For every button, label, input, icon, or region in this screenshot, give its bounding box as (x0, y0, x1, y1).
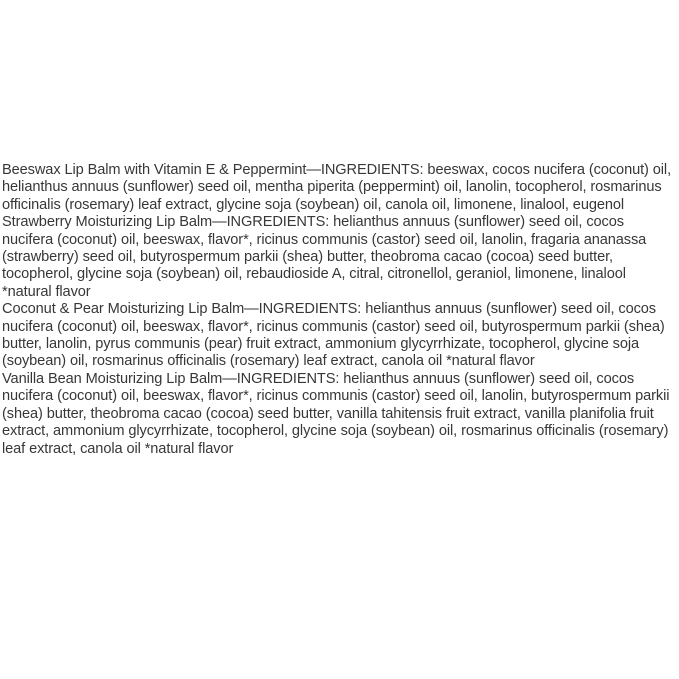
product-paragraph-vanilla-bean (2, 371, 677, 458)
product-paragraph-beeswax-peppermint (2, 162, 677, 214)
ingredients-list: helianthus annuus (sunflower) seed oil, cocos nucifera (coconut) oil, beeswax, flavor*, ricinus communis (castor) seed oil, lanolin, fragaria ananassa (strawberry) seed oil, butyrospermum parkii (shea) butter, theobroma cacao (cocoa) seed butter, tocopherol, glycine soja (soybean) oil, rebaudioside A, citral, citronellol, geraniol, limonene, linalool *natural flavor (2, 214, 651, 300)
ingredients-label: —INGREDIENTS: (212, 214, 334, 231)
product-name: Strawberry Moisturizing Lip Balm (2, 214, 213, 231)
product-name: Coconut & Pear Moisturizing Lip Balm (2, 301, 245, 318)
ingredients-list: helianthus annuus (sunflower) seed oil, cocos nucifera (coconut) oil, beeswax, flavor*, ricinus communis (castor) seed oil, butyrospermum parkii (shea) butter, lanolin, pyrus communis (pear) fruit extract, ammonium glycyrrhizate, tocopherol, glycine soja (soybean) oil, rosmarinus officinalis (rosemary) leaf extract, canola oil *natural flavor (2, 301, 669, 370)
product-paragraph-coconut-pear (2, 301, 677, 371)
product-name: Beeswax Lip Balm with Vitamin E & Peppermint (2, 162, 307, 178)
product-name: Vanilla Bean Moisturizing Lip Balm (2, 370, 223, 387)
ingredients-list: beeswax, cocos nucifera (coconut) oil, helianthus annuus (sunflower) seed oil, mentha piperita (peppermint) oil, lanolin, tocopherol, rosmarinus officinalis (rosemary) leaf extract, glycine soja (soybean) oil, canola oil, limonene, linalool, eugenol (2, 162, 675, 213)
ingredients-label: —INGREDIENTS: (306, 162, 428, 178)
ingredients-list: helianthus annuus (sunflower) seed oil, cocos nucifera (coconut) oil, beeswax, flavor*, ricinus communis (castor) seed oil, lanolin, butyrospermum parkii (shea) butter, theobroma cacao (cocoa) seed butter, vanilla tahitensis fruit extract, vanilla planifolia fruit extract, ammonium glycyrrhizate, tocopherol, glycine soja (soybean) oil, rosmarinus officinalis (rosemary) leaf extract, canola oil *natural flavor (2, 370, 674, 457)
product-paragraph-strawberry (2, 214, 677, 301)
ingredients-label: —INGREDIENTS: (244, 301, 366, 318)
ingredients-block (2, 162, 677, 458)
ingredients-label: —INGREDIENTS: (222, 370, 344, 387)
